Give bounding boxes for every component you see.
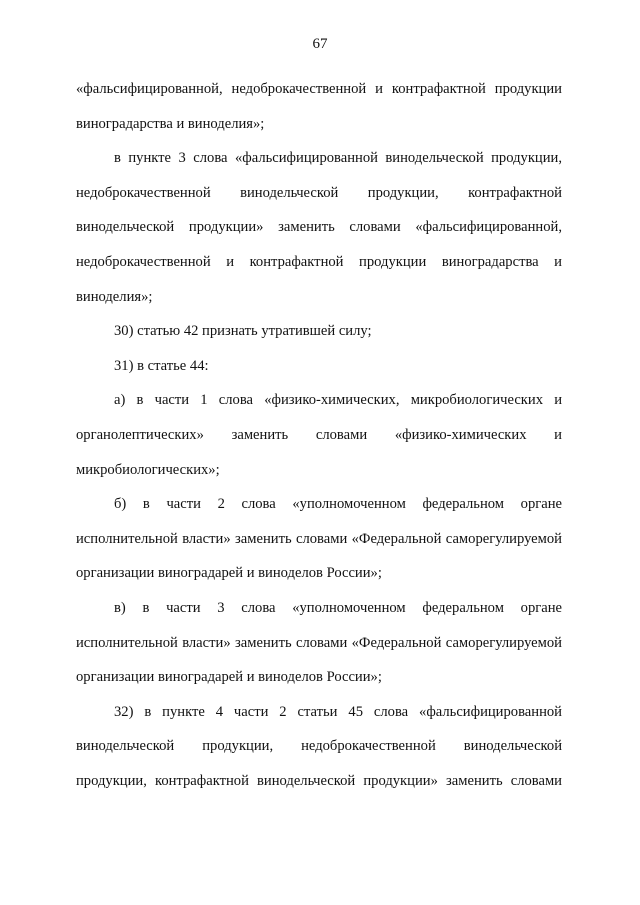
page-number: 67 (312, 36, 328, 52)
paragraph-item-32: 32) в пункте 4 части 2 статьи 45 слова «фальсифицированной винодельческой продукции, недоброкачественной винодельческой продукции, контрафактной винодельческой продукции» заменить словами (76, 703, 562, 789)
paragraph-point-3: в пункте 3 слова «фальсифицированной винодельческой продукции, недоброкачественной винодельческой продукции, контрафактной винодельческой продукции» заменить словами «фальсифицированной, недоброкачественной и контрафактной продукции виноградарства и виноделия»; (76, 150, 562, 305)
paragraph-continuation: «фальсифицированной, недоброкачественной и контрафактной продукции виноградарства и виноделия»; (76, 81, 562, 132)
paragraph-subitem-b: б) в части 2 слова «уполномоченном федеральном органе исполнительной власти» заменить словами «Федеральной саморегулируемой организации виноградарей и виноделов России»; (76, 496, 562, 582)
paragraph-subitem-v: в) в части 3 слова «уполномоченном федеральном органе исполнительной власти» заменить словами «Федеральной саморегулируемой организации виноградарей и виноделов России»; (76, 599, 562, 686)
paragraph-subitem-a: а) в части 1 слова «физико-химических, микробиологических и органолептических» заменить словами «физико-химических и микробиологических»; (76, 392, 562, 478)
paragraph-item-31: 31) в статье 44: (114, 357, 209, 374)
paragraph-item-30: 30) статью 42 признать утратившей силу; (114, 323, 372, 340)
document-body (76, 72, 562, 798)
